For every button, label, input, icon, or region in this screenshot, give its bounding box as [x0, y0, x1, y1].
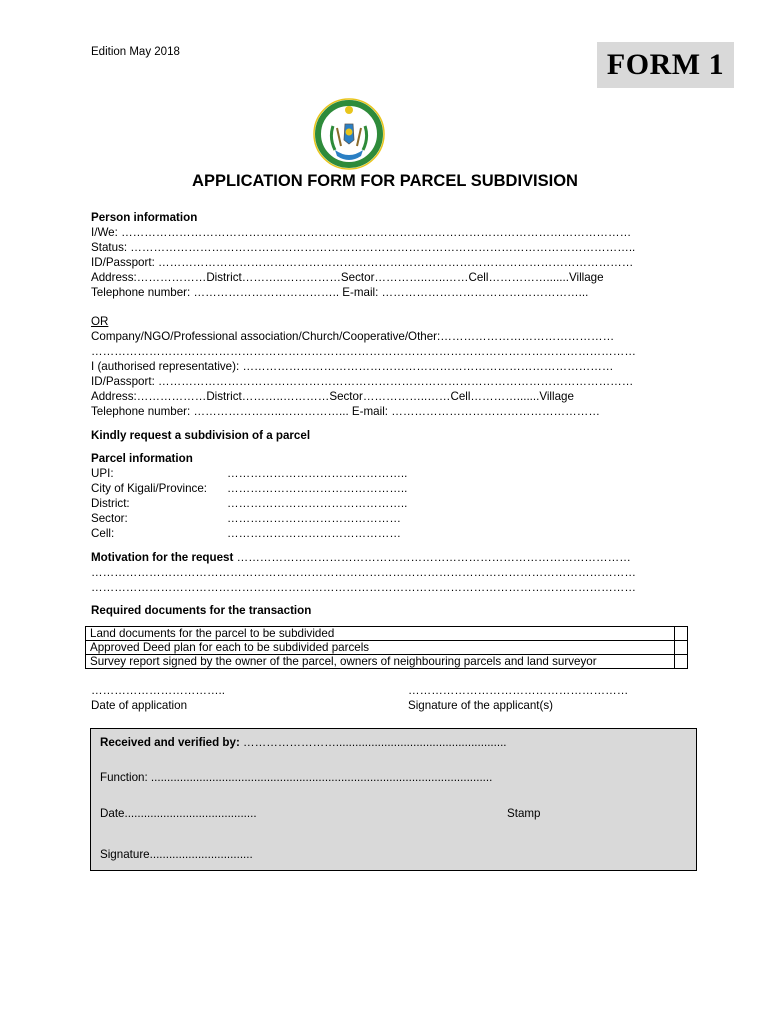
doc-checkbox-2[interactable] [675, 641, 688, 655]
table-row [86, 627, 688, 641]
table-row [86, 655, 688, 669]
company-contact-field[interactable]: Telephone number: …………………..……………... E-mail: ……………………………………………… [91, 405, 600, 418]
motivation-line-2[interactable]: …………………………………………………………………………………………………………………………… [91, 566, 636, 579]
applicant-signature-field[interactable]: ………………………………………………… [408, 684, 629, 697]
parcel-district-field[interactable]: ……………………………………….. [227, 497, 408, 510]
person-contact-field[interactable]: Telephone number: ……………………………….. E-mail: ……………………………………………... [91, 286, 589, 299]
parcel-cell-field[interactable]: ……………………………………… [227, 527, 401, 540]
stamp-label: Stamp [507, 807, 541, 820]
doc-item-label: Land documents for the parcel to be subdivided [86, 627, 675, 641]
form-number-badge [597, 42, 734, 88]
applicant-signature-label: Signature of the applicant(s) [408, 699, 554, 712]
motivation-line-3[interactable]: …………………………………………………………………………………………………………………………… [91, 581, 636, 594]
parcel-info-heading: Parcel information [91, 452, 193, 465]
person-name-field[interactable]: I/We: …………………………………………………………………………………………………………………… [91, 226, 632, 239]
request-statement: Kindly request a subdivision of a parcel [91, 429, 311, 442]
received-row [100, 736, 507, 749]
date-of-application-field[interactable]: …………………………….. [91, 684, 225, 697]
form-title: APPLICATION FORM FOR PARCEL SUBDIVISION [192, 172, 578, 190]
motivation-label: Motivation for the request [91, 551, 234, 564]
person-id-field[interactable]: ID/Passport: …………………………………………………………………………………………………………… [91, 256, 634, 269]
received-label: Received and verified by: [100, 736, 240, 749]
function-field[interactable]: Function: .......................................................................................................... [100, 771, 493, 784]
person-info-heading: Person information [91, 211, 198, 224]
representative-field[interactable]: I (authorised representative): …………………………………………………………………………………… [91, 360, 614, 373]
or-label: OR [91, 315, 109, 328]
motivation-field[interactable]: ………………………………………………………………………………………… [236, 551, 631, 564]
parcel-upi-label: UPI: [91, 467, 114, 480]
doc-item-label: Survey report signed by the owner of the parcel, owners of neighbouring parcels and land surveyor [86, 655, 675, 669]
doc-checkbox-1[interactable] [675, 627, 688, 641]
edition-label: Edition May 2018 [91, 46, 180, 58]
date-of-application-label: Date of application [91, 699, 188, 712]
verification-box [90, 728, 697, 871]
company-name-continuation[interactable]: …………………………………………………………………………………………………………………………… [91, 345, 636, 358]
parcel-province-label: City of Kigali/Province: [91, 482, 207, 495]
verification-signature-field[interactable]: Signature................................ [100, 848, 253, 861]
doc-checkbox-3[interactable] [675, 655, 688, 669]
company-id-field[interactable]: ID/Passport: …………………………………………………………………………………………………………… [91, 375, 634, 388]
required-docs-table [85, 626, 688, 669]
parcel-province-field[interactable]: ……………………………………….. [227, 482, 408, 495]
doc-item-label: Approved Deed plan for each to be subdivided parcels [86, 641, 675, 655]
person-address-field[interactable]: Address:………………District………..……………Sector…………..…..……Cell…………….......Village [91, 271, 604, 284]
parcel-sector-label: Sector: [91, 512, 128, 525]
parcel-district-label: District: [91, 497, 130, 510]
company-name-field[interactable]: Company/NGO/Professional association/Church/Cooperative/Other:……………………………………… [91, 330, 615, 343]
received-field[interactable]: ……………………..................................................... [239, 736, 507, 749]
parcel-cell-label: Cell: [91, 527, 115, 540]
company-address-field[interactable]: Address:………………District………..…………Sector……………..……Cell………….......Village [91, 390, 574, 403]
table-row [86, 641, 688, 655]
parcel-upi-field[interactable]: ……………………………………….. [227, 467, 408, 480]
coat-of-arms-icon [311, 96, 387, 172]
form-number-label: FORM 1 [606, 48, 725, 81]
verification-date-field[interactable]: Date......................................... [100, 807, 257, 820]
parcel-sector-field[interactable]: ……………………………………… [227, 512, 401, 525]
motivation-row [91, 550, 631, 565]
person-status-field[interactable]: Status: ………………………………………………………………………………………………………………….. [91, 241, 636, 254]
required-docs-heading: Required documents for the transaction [91, 604, 312, 617]
